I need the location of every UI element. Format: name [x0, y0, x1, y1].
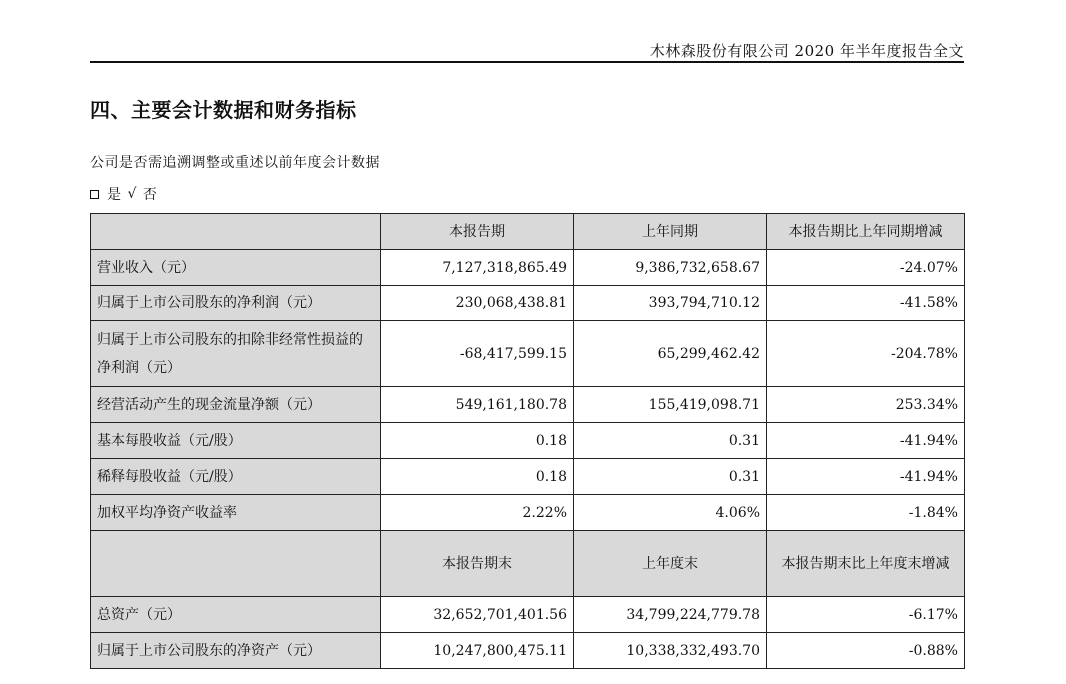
cell-prior: 65,299,462.42 [574, 321, 767, 387]
restatement-answer [90, 184, 157, 204]
cell-current: 7,127,318,865.49 [381, 250, 574, 286]
cell-change: -41.94% [767, 459, 965, 495]
cell-current: 10,247,800,475.11 [381, 633, 574, 669]
table-header-row-period-end [91, 531, 965, 597]
cell-change: -204.78% [767, 321, 965, 387]
cell-current: 32,652,701,401.56 [381, 597, 574, 633]
row-label: 归属于上市公司股东的净资产（元） [91, 633, 381, 669]
row-label: 营业收入（元） [91, 250, 381, 286]
cell-change: -6.17% [767, 597, 965, 633]
header-cell-change: 本报告期比上年同期增减 [767, 214, 965, 250]
cell-change: -41.58% [767, 286, 965, 321]
cell-change: -0.88% [767, 633, 965, 669]
table-row [91, 423, 965, 459]
cell-current: 2.22% [381, 495, 574, 531]
row-label: 基本每股收益（元/股） [91, 423, 381, 459]
table-row [91, 459, 965, 495]
header2-cell-prior-end: 上年度末 [574, 531, 767, 597]
cell-current: 0.18 [381, 423, 574, 459]
row-label: 稀释每股收益（元/股） [91, 459, 381, 495]
section-title: 四、主要会计数据和财务指标 [90, 98, 357, 122]
table-row [91, 321, 965, 387]
cell-current: -68,417,599.15 [381, 321, 574, 387]
cell-change: -24.07% [767, 250, 965, 286]
header-rule [90, 61, 964, 63]
unchecked-box-icon [90, 190, 99, 199]
cell-change: -1.84% [767, 495, 965, 531]
cell-current: 549,161,180.78 [381, 387, 574, 423]
table-row [91, 633, 965, 669]
cell-prior: 0.31 [574, 459, 767, 495]
check-mark-icon: √ [127, 186, 137, 202]
cell-prior: 0.31 [574, 423, 767, 459]
restatement-question: 公司是否需追溯调整或重述以前年度会计数据 [90, 155, 380, 171]
financial-indicators-table [90, 213, 965, 669]
table-header-row [91, 214, 965, 250]
cell-prior: 4.06% [574, 495, 767, 531]
cell-prior: 10,338,332,493.70 [574, 633, 767, 669]
row-label: 归属于上市公司股东的扣除非经常性损益的净利润（元） [91, 321, 381, 387]
header-cell-current-period: 本报告期 [381, 214, 574, 250]
table-row [91, 286, 965, 321]
option-yes-label: 是 [107, 187, 122, 203]
cell-change: -41.94% [767, 423, 965, 459]
header2-cell-change: 本报告期末比上年度末增减 [767, 531, 965, 597]
report-header-title: 木林森股份有限公司 2020 年半年度报告全文 [649, 42, 964, 60]
header2-cell-blank [91, 531, 381, 597]
row-label: 归属于上市公司股东的净利润（元） [91, 286, 381, 321]
row-label: 加权平均净资产收益率 [91, 495, 381, 531]
header-cell-prior-period: 上年同期 [574, 214, 767, 250]
table-row [91, 250, 965, 286]
header-cell-blank [91, 214, 381, 250]
cell-change: 253.34% [767, 387, 965, 423]
cell-current: 0.18 [381, 459, 574, 495]
cell-prior: 155,419,098.71 [574, 387, 767, 423]
header2-cell-current-end: 本报告期末 [381, 531, 574, 597]
row-label: 总资产（元） [91, 597, 381, 633]
table-row [91, 597, 965, 633]
table-row [91, 387, 965, 423]
cell-prior: 34,799,224,779.78 [574, 597, 767, 633]
option-no-label: 否 [142, 187, 158, 203]
table-row [91, 495, 965, 531]
row-label: 经营活动产生的现金流量净额（元） [91, 387, 381, 423]
cell-current: 230,068,438.81 [381, 286, 574, 321]
cell-prior: 9,386,732,658.67 [574, 250, 767, 286]
cell-prior: 393,794,710.12 [574, 286, 767, 321]
